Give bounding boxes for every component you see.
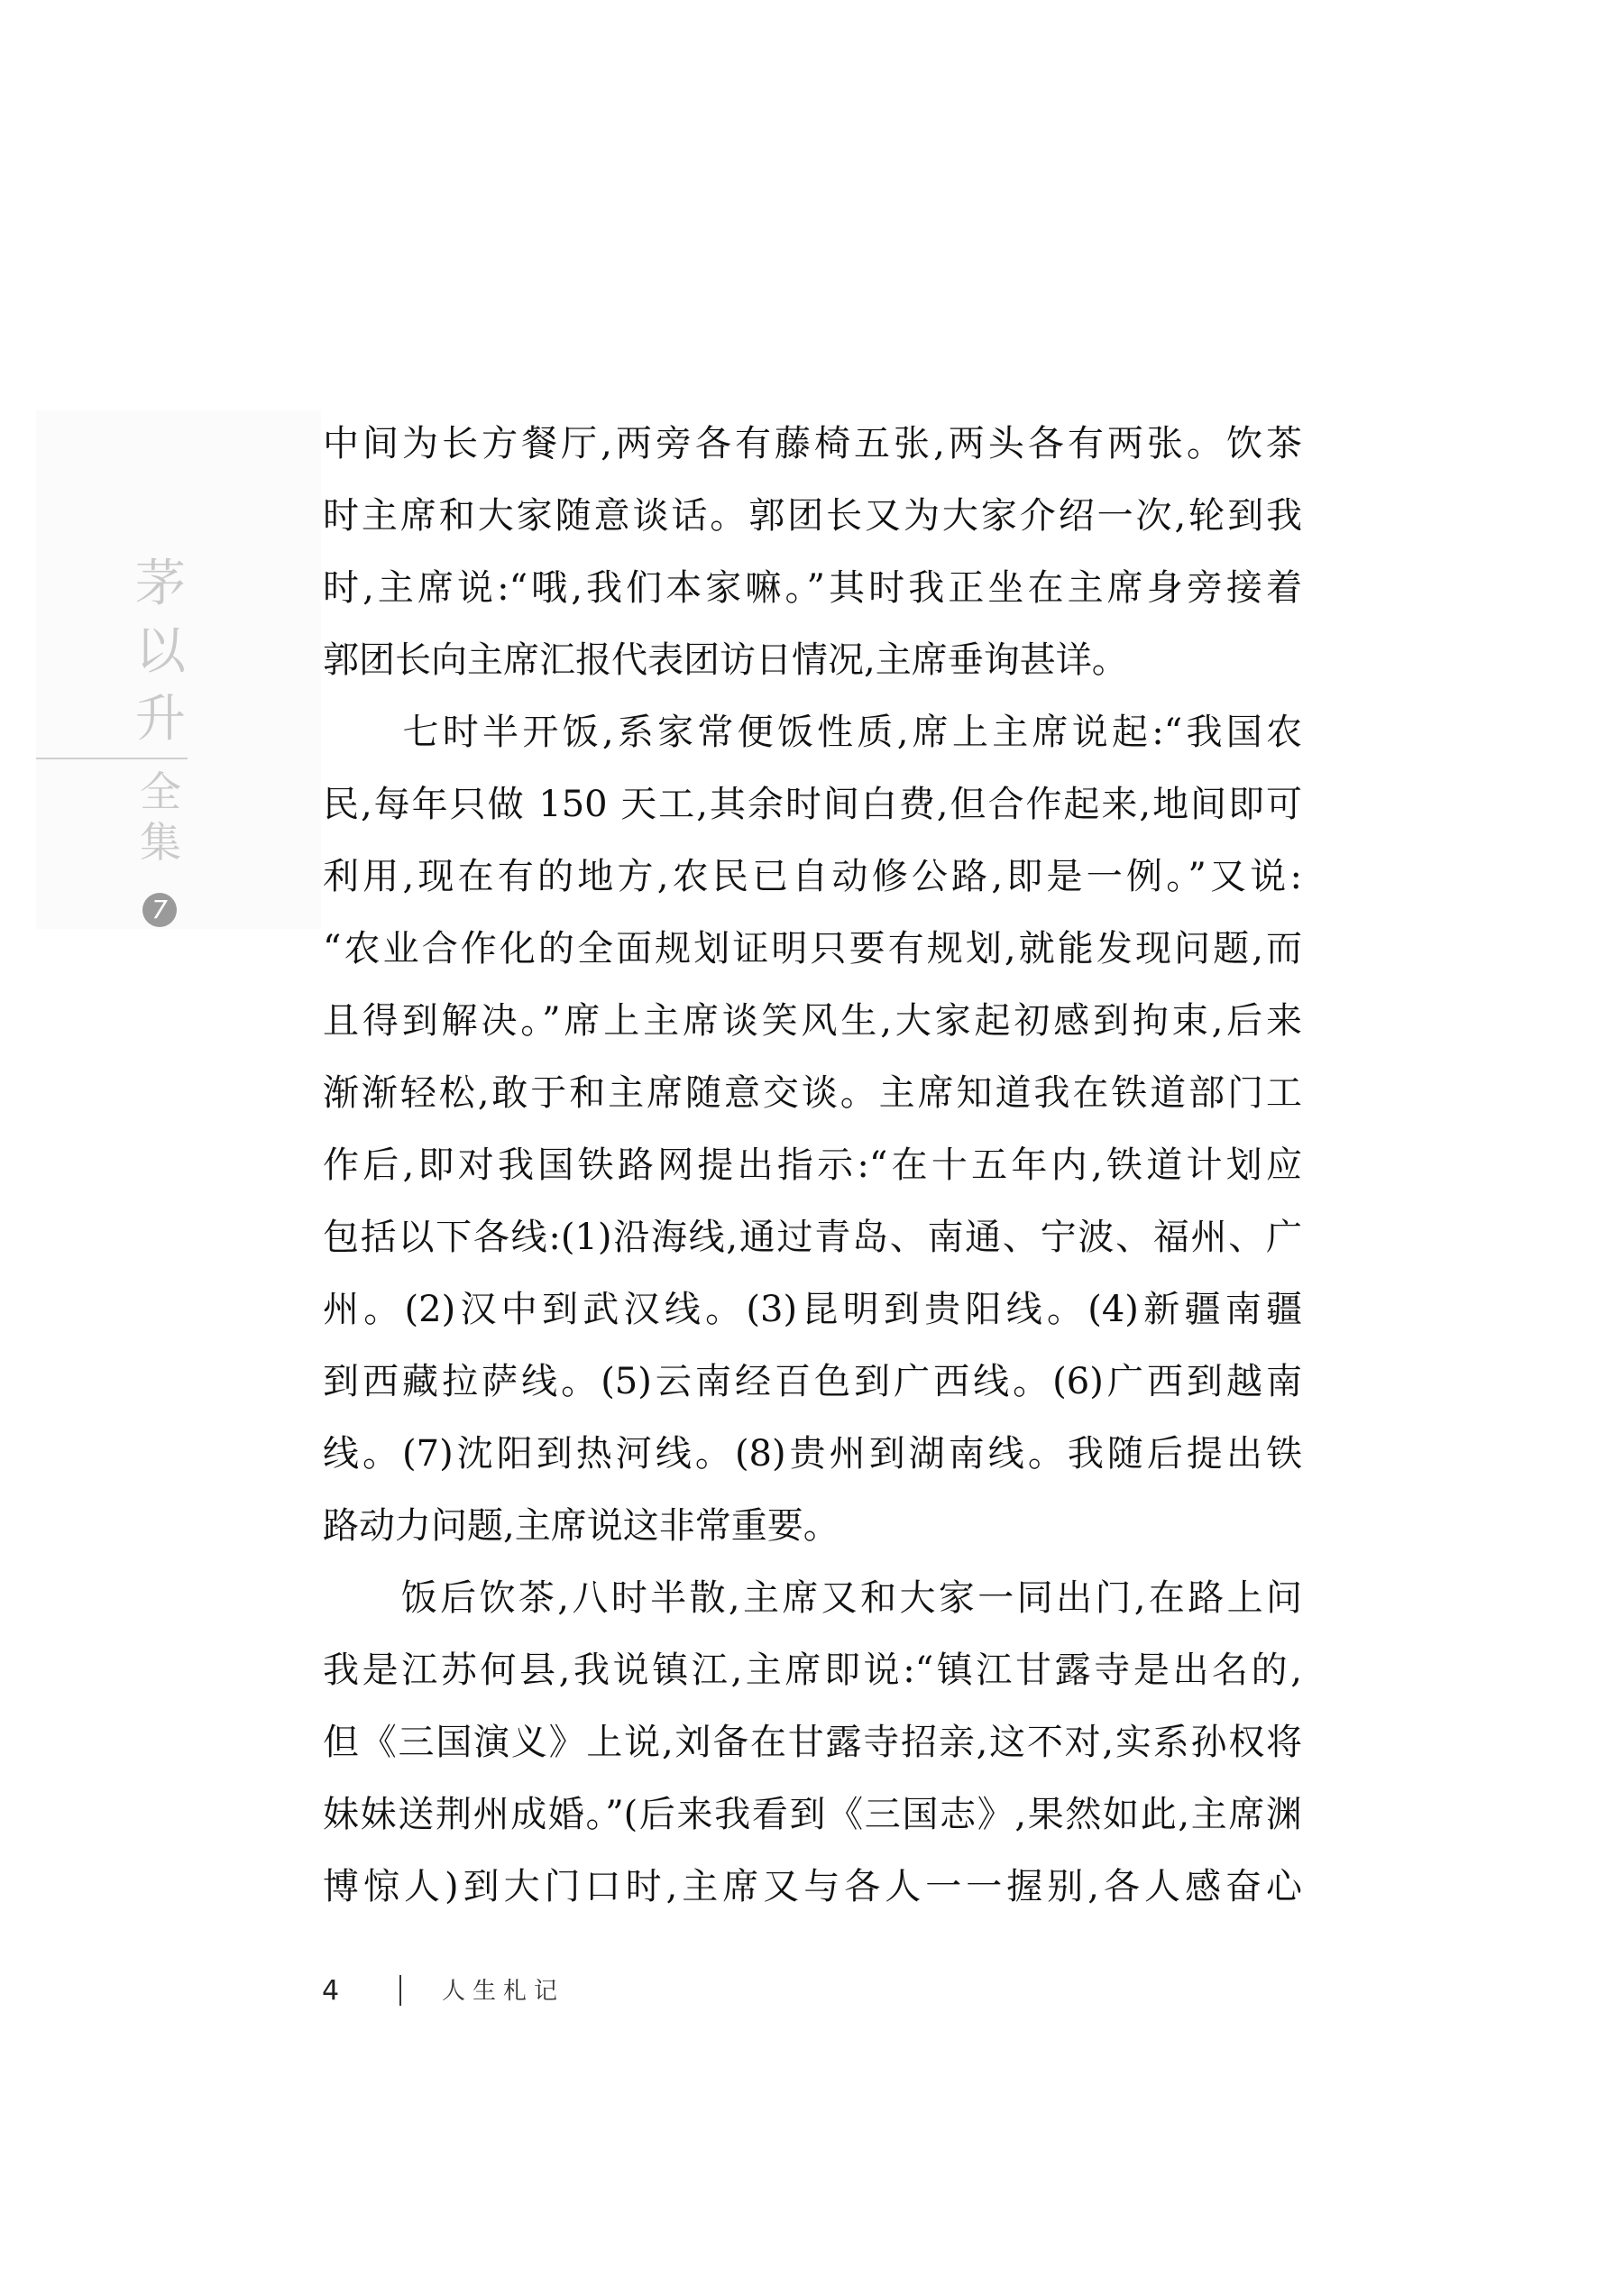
- series-title-char: 茅: [135, 555, 186, 613]
- body-text: [323, 408, 1302, 1923]
- text-line: 且得到解决。”席上主席谈笑风生,大家起初感到拘束,后来: [323, 1000, 1302, 1042]
- text-line: 时主席和大家随意谈话。郭团长又为大家介绍一次,轮到我: [323, 495, 1302, 537]
- paragraph: [323, 696, 1302, 1562]
- text-line: 我是江苏何县,我说镇江,主席即说:“镇江甘露寺是出名的,: [323, 1650, 1302, 1691]
- text-line: 到西藏拉萨线。(5)云南经百色到广西线。(6)广西到越南: [323, 1361, 1302, 1402]
- volume-number-badge: 7: [142, 893, 177, 927]
- series-subtitle: [135, 767, 186, 872]
- text-line: 博惊人)到大门口时,主席又与各人一一握别,各人感奋心: [323, 1866, 1302, 1907]
- text-line: 郭团长向主席汇报代表团访日情况,主席垂询甚详。: [323, 639, 1128, 681]
- text-line: 饭后饮茶,八时半散,主席又和大家一同出门,在路上问: [323, 1577, 1302, 1619]
- text-line: 州。(2)汉中到武汉线。(3)昆明到贵阳线。(4)新疆南疆: [323, 1289, 1302, 1330]
- text-line: 中间为长方餐厅,两旁各有藤椅五张,两头各有两张。饮茶: [323, 423, 1302, 464]
- text-line: 线。(7)沈阳到热河线。(8)贵州到湖南线。我随后提出铁: [323, 1433, 1302, 1475]
- sidebar-divider: [36, 758, 188, 759]
- running-head: 人生札记: [442, 1978, 565, 2005]
- page-number: 4: [322, 1975, 340, 2007]
- series-title: [135, 555, 186, 762]
- text-line: 妹妹送荆州成婚。”(后来我看到《三国志》,果然如此,主席渊: [323, 1794, 1302, 1835]
- paragraph: [323, 1562, 1302, 1923]
- text-line: 路动力问题,主席说这非常重要。: [323, 1505, 840, 1547]
- series-title-char: 升: [135, 690, 186, 749]
- series-subtitle-char: 集: [140, 818, 181, 867]
- paragraph: [323, 408, 1302, 696]
- text-line: 七时半开饭,系家常便饭性质,席上主席说起:“我国农: [323, 712, 1302, 753]
- text-line: 但《三国演义》上说,刘备在甘露寺招亲,这不对,实系孙权将: [323, 1722, 1302, 1763]
- series-title-char: 以: [135, 622, 186, 681]
- text-line: 渐渐轻松,敢于和主席随意交谈。主席知道我在铁道部门工: [323, 1072, 1302, 1114]
- series-subtitle-char: 全: [140, 767, 181, 816]
- text-line: 利用,现在有的地方,农民已自动修公路,即是一例。”又说:: [323, 856, 1302, 897]
- text-line: “农业合作化的全面规划证明只要有规划,就能发现问题,而: [323, 928, 1302, 969]
- text-line: 时,主席说:“哦,我们本家嘛。”其时我正坐在主席身旁接着: [323, 567, 1302, 609]
- text-line: 民,每年只做 150 天工,其余时间白费,但合作起来,地间即可: [323, 784, 1302, 825]
- text-line: 包括以下各线:(1)沿海线,通过青岛、南通、宁波、福州、广: [323, 1217, 1302, 1258]
- text-line: 作后,即对我国铁路网提出指示:“在十五年内,铁道计划应: [323, 1144, 1302, 1186]
- footer-separator: [399, 1975, 401, 2006]
